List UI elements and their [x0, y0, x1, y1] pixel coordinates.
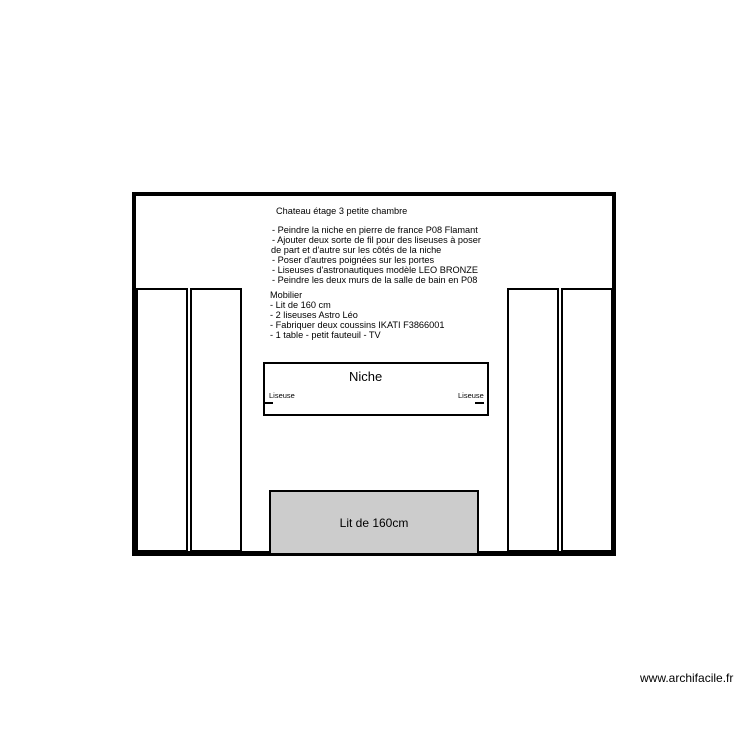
task-item: - Poser d'autres poignées sur les portes	[272, 255, 435, 265]
liseuse-right-label: Liseuse	[458, 391, 484, 400]
wardrobe-door-left-1[interactable]	[136, 288, 188, 552]
task-item: - Peindre les deux murs de la salle de bain en P08	[272, 275, 478, 285]
task-item: de part et d'autre sur les côtés de la niche	[271, 245, 442, 255]
liseuse-left-label: Liseuse	[269, 391, 295, 400]
furniture-heading: Mobilier	[270, 290, 303, 300]
task-item: - Liseuses d'astronautiques modèle LEO BRONZE	[272, 265, 479, 275]
liseuse-left-marker	[264, 402, 273, 404]
wardrobe-door-left-2[interactable]	[190, 288, 242, 552]
task-item: - Ajouter deux sorte de fil pour des liseuses à poser	[272, 235, 481, 245]
bed-label: Lit de 160cm	[339, 515, 409, 530]
furniture-list	[270, 290, 444, 340]
furniture-item: - 1 table - petit fauteuil - TV	[270, 330, 381, 340]
liseuse-right-marker	[475, 402, 484, 404]
room-title: Chateau étage 3 petite chambre	[276, 206, 408, 216]
furniture-item: - 2 liseuses Astro Léo	[270, 310, 358, 320]
wardrobe-door-right-1[interactable]	[507, 288, 559, 552]
task-list	[272, 225, 481, 285]
furniture-item: - Lit de 160 cm	[270, 300, 331, 310]
niche-label: Niche	[349, 369, 383, 384]
wardrobe-door-right-2[interactable]	[561, 288, 613, 552]
watermark: www.archifacile.fr	[640, 671, 734, 685]
furniture-item: - Fabriquer deux coussins IKATI F3866001	[270, 320, 445, 330]
task-item: - Peindre la niche en pierre de france P08 Flamant	[272, 225, 478, 235]
bed[interactable]	[269, 490, 479, 555]
